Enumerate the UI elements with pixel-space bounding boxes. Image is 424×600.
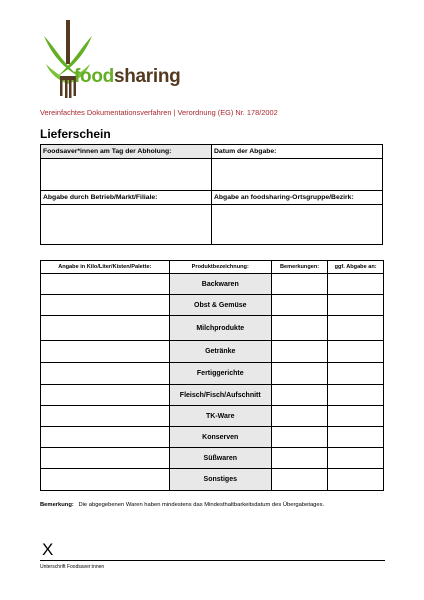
product-cell: TK-Ware	[169, 406, 271, 427]
table-row	[41, 363, 384, 385]
table-row	[41, 295, 384, 316]
product-cell: Getränke	[169, 341, 271, 363]
source-field[interactable]	[41, 205, 212, 245]
remark-note	[40, 502, 324, 508]
amount-cell[interactable]	[41, 295, 170, 316]
signature-label: Unterschrift Foodsaver:innen	[40, 564, 105, 570]
date-label: Datum der Abgabe:	[212, 145, 383, 159]
product-cell: Backwaren	[169, 274, 271, 295]
foodsaver-field[interactable]	[41, 159, 212, 191]
table-row	[41, 406, 384, 427]
remarks-cell[interactable]	[271, 385, 327, 406]
amount-cell[interactable]	[41, 316, 170, 341]
table-row	[41, 341, 384, 363]
remarks-cell[interactable]	[271, 469, 327, 491]
products-table	[40, 260, 384, 491]
remark-label: Bemerkung:	[40, 502, 74, 508]
product-cell: Süßwaren	[169, 448, 271, 469]
table-row	[41, 274, 384, 295]
page-title: Lieferschein	[40, 127, 111, 141]
product-cell: Milchprodukte	[169, 316, 271, 341]
column-header-recipient: ggf. Abgabe an:	[328, 261, 384, 274]
recipient-cell[interactable]	[328, 274, 384, 295]
amount-cell[interactable]	[41, 469, 170, 491]
target-field[interactable]	[212, 205, 383, 245]
remarks-cell[interactable]	[271, 295, 327, 316]
recipient-cell[interactable]	[328, 448, 384, 469]
logo-food-text: food	[74, 66, 114, 87]
recipient-cell[interactable]	[328, 363, 384, 385]
amount-cell[interactable]	[41, 385, 170, 406]
remarks-cell[interactable]	[271, 406, 327, 427]
column-header-amount: Angabe in Kilo/Liter/Kisten/Palette:	[41, 261, 170, 274]
product-cell: Fertiggerichte	[169, 363, 271, 385]
signature-mark: X	[42, 540, 54, 559]
date-field[interactable]	[212, 159, 383, 191]
amount-cell[interactable]	[41, 363, 170, 385]
product-cell: Konserven	[169, 427, 271, 448]
signature-line[interactable]	[40, 560, 385, 561]
recipient-cell[interactable]	[328, 341, 384, 363]
table-row	[41, 469, 384, 491]
recipient-cell[interactable]	[328, 406, 384, 427]
target-label: Abgabe an foodsharing-Ortsgruppe/Bezirk:	[212, 191, 383, 205]
subtitle: Vereinfachtes Dokumentationsverfahren | Verordnung (EG) Nr. 178/2002	[40, 108, 278, 117]
column-header-remarks: Bemerkungen:	[271, 261, 327, 274]
remarks-cell[interactable]	[271, 274, 327, 295]
logo-wordmark	[74, 66, 180, 88]
amount-cell[interactable]	[41, 427, 170, 448]
amount-cell[interactable]	[41, 406, 170, 427]
amount-cell[interactable]	[41, 448, 170, 469]
amount-cell[interactable]	[41, 341, 170, 363]
recipient-cell[interactable]	[328, 427, 384, 448]
remarks-cell[interactable]	[271, 448, 327, 469]
recipient-cell[interactable]	[328, 385, 384, 406]
table-row	[41, 385, 384, 406]
amount-cell[interactable]	[41, 274, 170, 295]
remarks-cell[interactable]	[271, 363, 327, 385]
header-form-table	[40, 144, 383, 245]
remarks-cell[interactable]	[271, 427, 327, 448]
foodsaver-label: Foodsaver*innen am Tag der Abholung:	[41, 145, 212, 159]
remarks-cell[interactable]	[271, 316, 327, 341]
recipient-cell[interactable]	[328, 469, 384, 491]
table-row	[41, 448, 384, 469]
recipient-cell[interactable]	[328, 295, 384, 316]
logo-sharing-text: sharing	[113, 66, 181, 87]
remarks-cell[interactable]	[271, 341, 327, 363]
product-cell: Sonstiges	[169, 469, 271, 491]
product-cell: Fleisch/Fisch/Aufschnitt	[169, 385, 271, 406]
foodsharing-logo	[38, 18, 188, 98]
product-cell: Obst & Gemüse	[169, 295, 271, 316]
recipient-cell[interactable]	[328, 316, 384, 341]
column-header-product: Produktbezeichnung:	[169, 261, 271, 274]
source-label: Abgabe durch Betrieb/Markt/Filiale:	[41, 191, 212, 205]
table-row	[41, 427, 384, 448]
remark-text: Die abgegebenen Waren haben mindestens das Mindesthaltbarkeitsdatum des Übergabetages.	[78, 502, 325, 508]
table-row	[41, 316, 384, 341]
